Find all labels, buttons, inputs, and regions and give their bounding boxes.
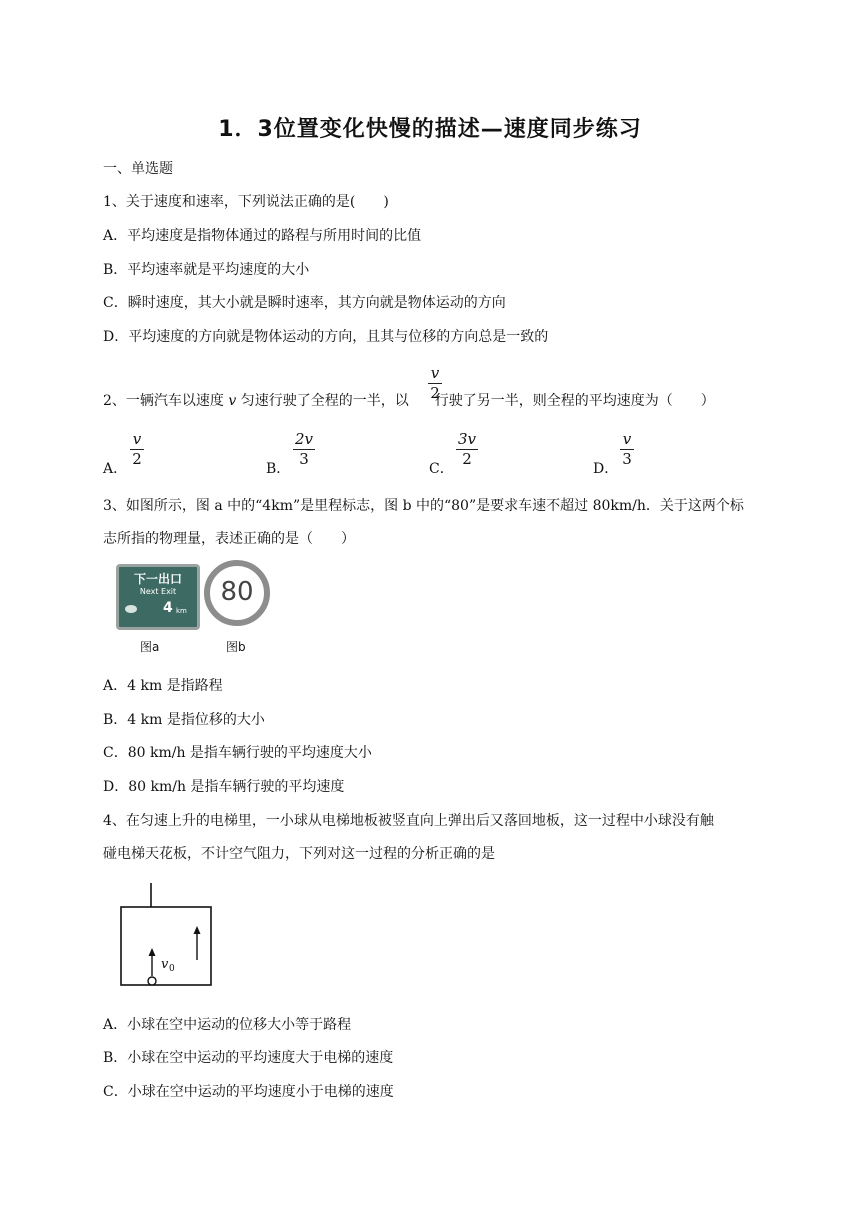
q3-stem-line1: 3、如图所示，图 a 中的“4km”是里程标志，图 b 中的“80”是要求车速不超过 80km/h．关于这两个标 [103,498,744,514]
elevator-figure [116,880,226,992]
q2-stem-part3: 行驶了另一半，则全程的平均速度为（ ） [434,393,715,409]
exit-sign-subtitle: Next Exit [139,587,177,596]
q1-option-a: A．平均速度是指物体通过的路程与所用时间的比值 [103,228,422,244]
q2-option-a-label: A． [103,461,128,477]
q2-stem-part1: 2、一辆汽车以速度 [103,393,229,409]
page-title: 1．3位置变化快慢的描述—速度同步练习 [218,117,642,142]
route-marker-icon [125,605,137,613]
q2-stem [103,390,715,410]
exit-sign-title: 下一出口 [133,572,182,586]
q3-option-d: D．80 km/h 是指车辆行驶的平均速度 [103,779,345,795]
q1-stem: 1、关于速度和速率，下列说法正确的是( ) [103,194,389,210]
q2-option-c-fraction: $\frac{3v}{2}$ [457,430,477,468]
q2-stem-part2: 匀速行驶了全程的一半，以 [236,393,409,409]
q2-option-d-fraction: $\frac{v}{3}$ [620,432,634,467]
speed-limit-value: 80 [220,577,254,607]
q2-stem-fraction [428,366,442,401]
q2-stem-v: v [228,393,237,409]
exit-distance: 4 [163,600,173,616]
q4-option-c: C．小球在空中运动的平均速度小于电梯的速度 [103,1084,394,1100]
q2-option-b-label: B． [266,461,291,477]
q4-option-a: A．小球在空中运动的位移大小等于路程 [103,1017,352,1033]
q4-stem-line2: 碰电梯天花板，不计空气阻力，下列对这一过程的分析正确的是 [103,846,495,862]
ball [148,977,156,985]
exit-distance-unit: km [176,607,187,615]
ball-arrow-head [149,948,156,956]
speed-limit-sign-figure [204,560,270,626]
initial-velocity-subscript: 0 [169,964,175,974]
q1-option-b: B．平均速率就是平均速度的大小 [103,262,310,278]
elevator-arrow-head [194,926,201,934]
fraction-denominator: 2 [428,383,442,401]
q3-option-b: B．4 km 是指位移的大小 [103,712,265,728]
q3-option-c: C．80 km/h 是指车辆行驶的平均速度大小 [103,745,372,761]
q2-option-b-fraction: $\frac{2v}{3}$ [294,430,314,468]
q1-option-c: C．瞬时速度，其大小就是瞬时速率，其方向就是物体运动的方向 [103,295,506,311]
figure-b-caption: 图b [226,640,246,654]
fraction-numerator: v [430,364,440,382]
q2-option-d-label: D． [593,461,619,477]
q3-stem-line2: 志所指的物理量，表述正确的是（ ） [103,531,355,547]
q4-stem-line1: 4、在匀速上升的电梯里，一小球从电梯地板被竖直向上弹出后又落回地板，这一过程中小球没有触 [103,813,714,829]
exit-sign-figure [116,564,200,630]
figure-a-caption: 图a [140,640,160,654]
q3-option-a: A．4 km 是指路程 [103,678,223,694]
q4-option-b: B．小球在空中运动的平均速度大于电梯的速度 [103,1050,394,1066]
q1-option-d: D．平均速度的方向就是物体运动的方向，且其与位移的方向总是一致的 [103,329,549,345]
q2-option-c-label: C． [429,461,454,477]
q2-option-a-fraction: $\frac{v}{2}$ [130,432,144,467]
section-heading: 一、单选题 [103,161,173,177]
initial-velocity-label: v [161,957,169,972]
